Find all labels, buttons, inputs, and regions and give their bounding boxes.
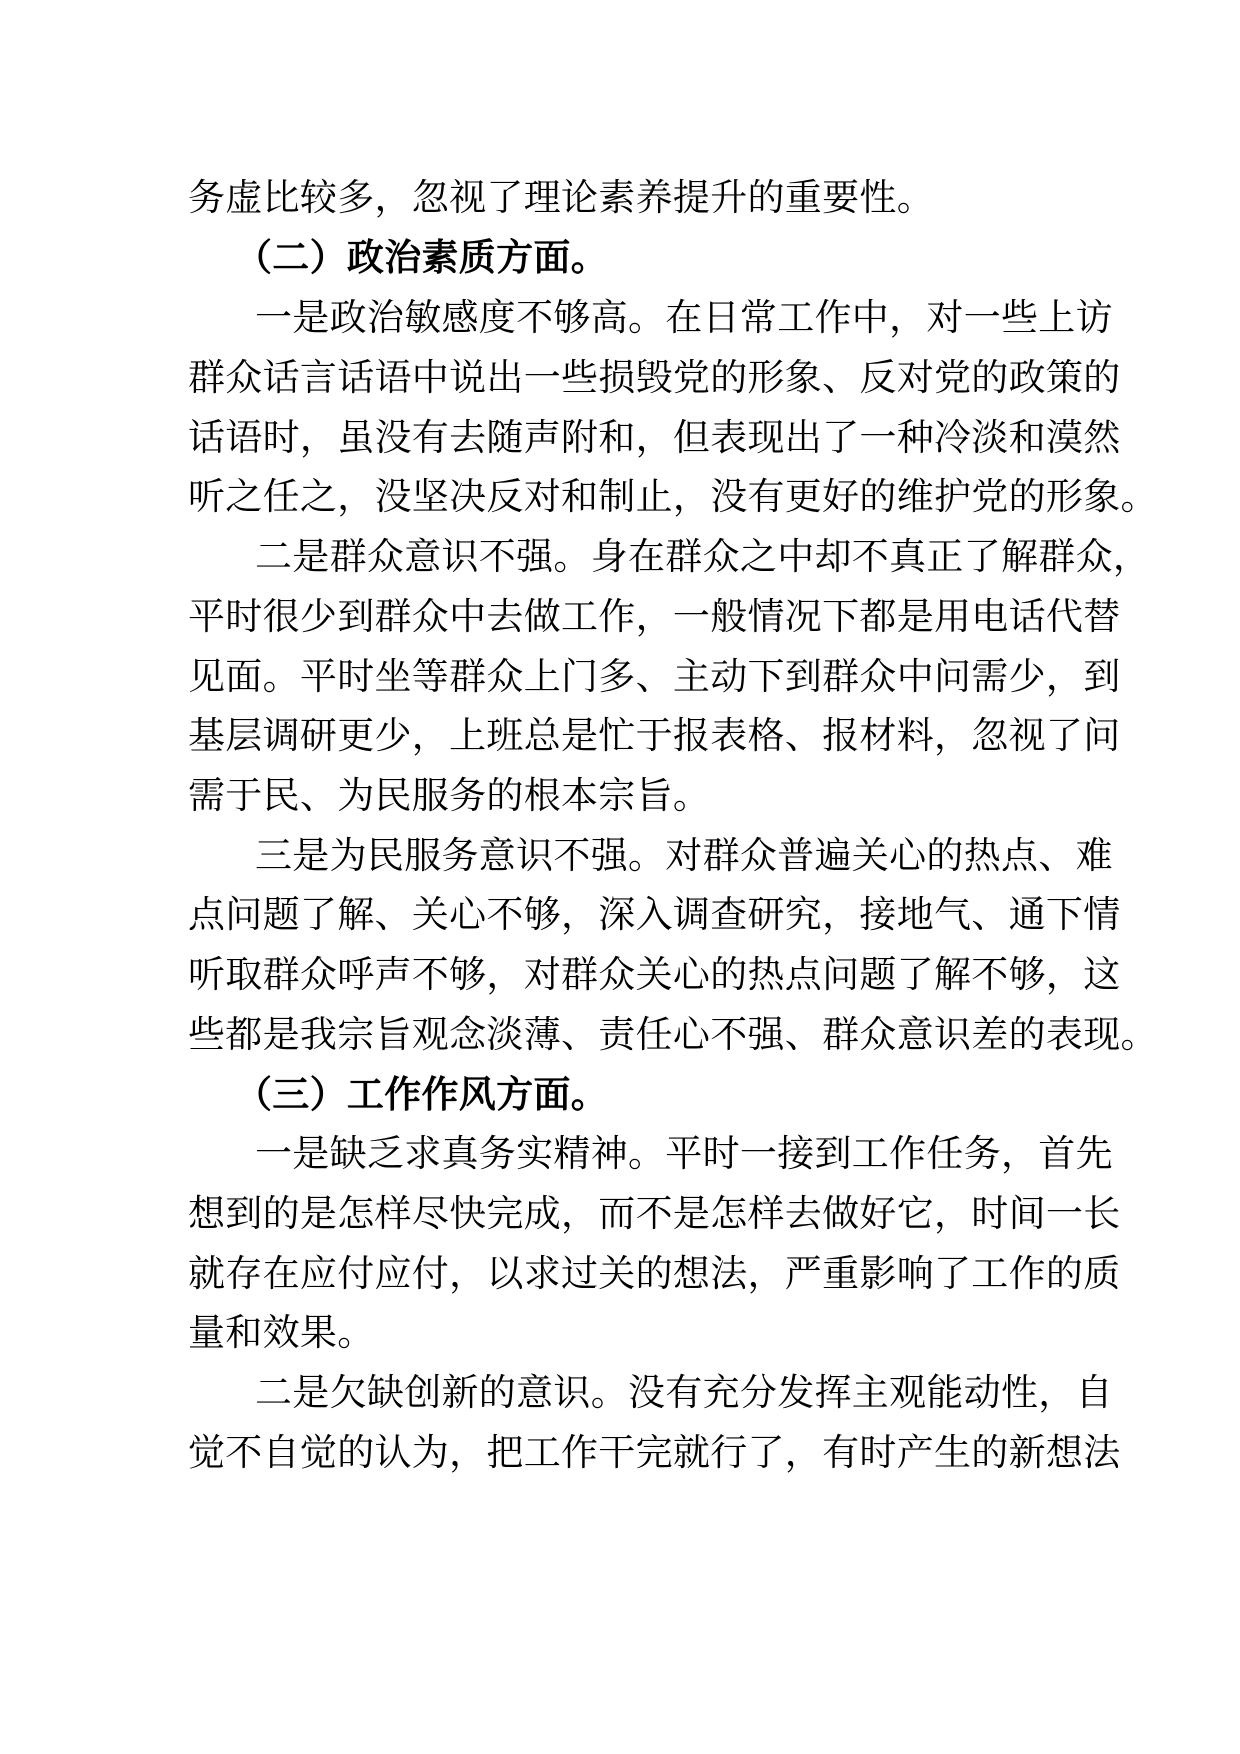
text-line: 就存在应付应付，以求过关的想法，严重影响了工作的质 (188, 1252, 1121, 1295)
text-line: 想到的是怎样尽快完成，而不是怎样去做好它，时间一长 (188, 1192, 1121, 1235)
text-line: 三是为民服务意识不强。对群众普遍关心的热点、难 (255, 834, 1113, 877)
section-heading: （三）工作作风方面。 (235, 1073, 608, 1116)
text-line: 听取群众呼声不够，对群众关心的热点问题了解不够，这 (188, 953, 1121, 996)
text-line: 平时很少到群众中去做工作，一般情况下都是用电话代替 (188, 595, 1121, 638)
text-line: 些都是我宗旨观念淡薄、责任心不强、群众意识差的表现。 (188, 1013, 1158, 1056)
text-line: 一是政治敏感度不够高。在日常工作中，对一些上访 (255, 296, 1113, 339)
text-line: 务虚比较多，忽视了理论素养提升的重要性。 (188, 176, 934, 219)
text-line: 听之任之，没坚决反对和制止，没有更好的维护党的形象。 (188, 475, 1158, 518)
text-line: 觉不自觉的认为，把工作干完就行了，有时产生的新想法 (188, 1431, 1121, 1474)
section-heading: （二）政治素质方面。 (235, 236, 608, 279)
text-line: 需于民、为民服务的根本宗旨。 (188, 774, 711, 817)
text-line: 二是群众意识不强。身在群众之中却不真正了解群众， (255, 535, 1151, 578)
text-line: 基层调研更少，上班总是忙于报表格、报材料，忽视了问 (188, 714, 1121, 757)
text-line: 点问题了解、关心不够，深入调查研究，接地气、通下情 (188, 893, 1121, 936)
text-line: 一是缺乏求真务实精神。平时一接到工作任务，首先 (255, 1132, 1113, 1175)
text-line: 话语时，虽没有去随声附和，但表现出了一种冷淡和漠然 (188, 416, 1121, 459)
text-line: 量和效果。 (188, 1311, 375, 1354)
text-line: 见面。平时坐等群众上门多、主动下到群众中问需少，到 (188, 655, 1121, 698)
text-line: 二是欠缺创新的意识。没有充分发挥主观能动性，自 (255, 1371, 1113, 1414)
text-line: 群众话言话语中说出一些损毁党的形象、反对党的政策的 (188, 356, 1121, 399)
